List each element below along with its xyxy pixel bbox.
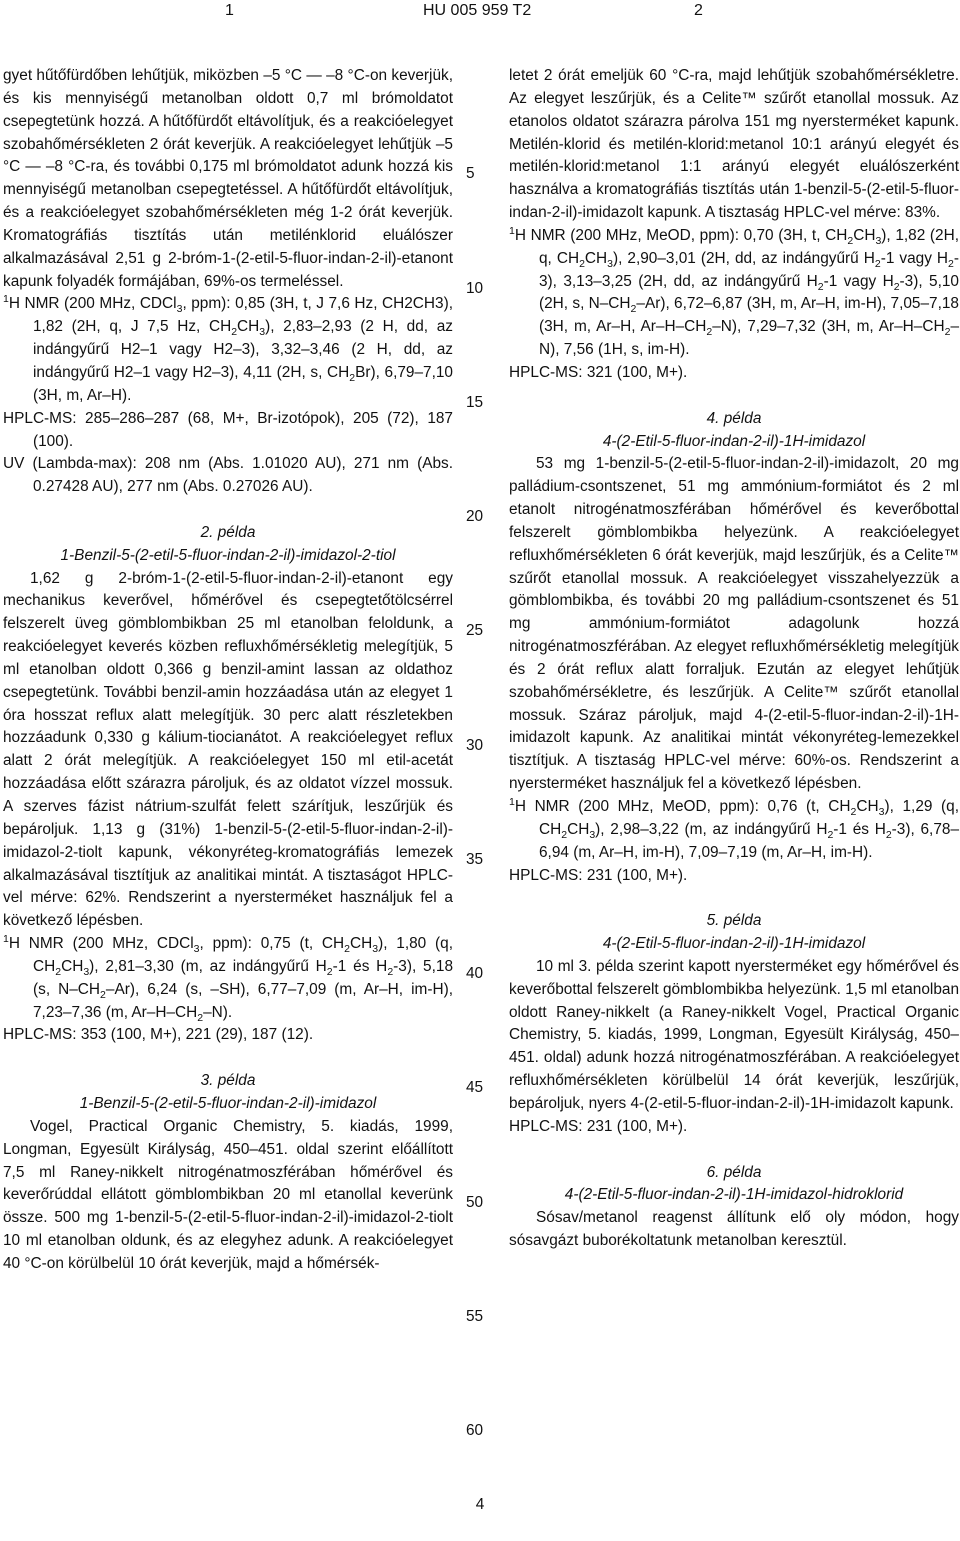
example-name: 4-(2-Etil-5-fluor-indan-2-il)-1H-imidazol-hidroklorid	[564, 1186, 904, 1204]
paragraph: 53 mg 1-benzil-5-(2-etil-5-fluor-indan-2-il)-imidazolt, 20 mg palládium-csontszenet, 51 mg ammónium-formiátot és 2 ml etanolt nitrogénatmoszférában hőmérővel és keverőbottal felszerelt gömblombikba helyezünk. A reakcióelegyet refluxhőmérsékleten 6 órát keverjük, majd leszűrjük, és a Celite™ szűrőt etanollal mossuk. A reakcióelegyet visszahelyezzük a gömblombikba, és további 20 mg palládium-csontszenet és 51 mg ammónium-formiátot adagolunk hozzá nitrogénatmoszférában. Az elegyet refluxhőmérsékletig melegítjük és 2 órát reflux alatt forraljuk. Ezután az elegyet lehűtjük szobahőmérsékletre, és leszűrjük. A Celite™ szűrőt etanollal mossuk. Száraz pároljuk, majd 4-(2-etil-5-fluor-indan-2-il)-1H-imidazolt kapunk. Az analitikai mintát vékonyréteg-lemezekkel tisztítjuk. A tisztaság HPLC-vel mérve: 60%-os. Rendszerint a nyersterméket használjuk fel a következő lépésben.	[509, 455, 959, 793]
example-title: 5. példa	[706, 912, 762, 930]
uv-data: UV (Lambda-max): 208 nm (Abs. 1.01020 AU), 271 nm (Abs. 0.27428 AU), 277 nm (Abs. 0.27026 AU).	[3, 455, 453, 496]
page-header	[0, 2, 960, 28]
line-number: 30	[466, 737, 484, 754]
example-title: 6. példa	[706, 1163, 762, 1181]
paragraph: gyet hűtőfürdőben lehűtjük, miközben –5 °C — –8 °C-on keverjük, és kis mennyiségű metanolban oldott 0,7 ml brómoldatot csepegtetünk hozzá. A hűtőfürdőt eltávolítjuk, és a reakcióelegyet szobahőmérsékleten 2 órát keverjük. A reakcióelegyet lehűtjük –5 °C — –8 °C-ra, és további 0,175 ml brómoldatot adunk hozzá kis mennyiségű metanolban csepegtetéssel. A hűtőfürdőt eltávolítjuk, és a reakcióelegyet szobahőmérsékleten még 1-2 órát keverjük. Kromatográfiás tisztítás után metilénklorid eluálószer alkalmazásával 2,51 g 2-bróm-1-(2-etil-5-fluor-indan-2-il)-etanont kapunk folyadék formájában, 69%-os termeléssel.	[3, 67, 453, 290]
line-number: 55	[466, 1308, 484, 1325]
line-number: 25	[466, 622, 484, 639]
nmr-data: $^1$H NMR (200 MHz, MeOD, ppm): 0,76 (t, $CH_2CH_3$), 1,29 (q, $CH_2CH_3$), 2,98–3,22 (m, az indángyűrű $H_2-1$ és $H_2-3$), 6,78–6,94 (m, Ar–H, im-H), 7,09–7,19 (m, Ar–H, im-H).	[509, 795, 960, 861]
nmr-data: $^1$H NMR (200 MHz, MeOD, ppm): 0,70 (3H, t, $CH_2CH_3$), 1,82 (2H, q, $CH_2CH_3$), 2,90–3,01 (2H, dd, az indángyűrű $H_2-1$ vagy $H_2-3$), 3,13–3,25 (2H, dd, az indángyűrű $H_2-1$ vagy $H_2-3$), 5,10 (2H, s, $N-CH_2-Ar$), 6,72–6,87 (3H, m, Ar–H, im-H), 7,05–7,18 (3H, m, Ar–H, $Ar-H-CH_2-N$), 7,29–7,32 (3H, m, $Ar-H-CH_2-N$), 7,56 (1H, s, im-H).	[509, 224, 959, 359]
example-title: 3. példa	[200, 1072, 256, 1090]
example-name: 4-(2-Etil-5-fluor-indan-2-il)-1H-imidazol	[602, 935, 866, 953]
line-number: 15	[466, 394, 484, 411]
page-number: 4	[475, 1496, 485, 1513]
nmr-data: $^1$H NMR (200 MHz, CDCl$_3$, ppm): 0,85 (3H, t, J 7,6 Hz, CH2CH3), 1,82 (2H, q, J 7,5 Hz, $CH_2CH_3$), 2,83–2,93 (2 H, dd, az indángyűrű H2–1 vagy H2–3), 3,32–3,46 (2 H, dd, az indángyűrű H2–1 vagy H2–3), 4,11 (2H, s, $CH_2Br$), 6,79–7,10 (3H, m, Ar–H).	[3, 293, 453, 404]
line-number: 50	[466, 1194, 484, 1211]
example-title: 4. példa	[706, 409, 762, 427]
paragraph: Sósav/metanol reagenst állítunk elő oly módon, hogy sósavgázt buborékoltatunk metanolban keresztül.	[509, 1209, 959, 1250]
hplc-data: HPLC-MS: 353 (100, M+), 221 (29), 187 (12).	[3, 1026, 314, 1044]
line-number: 5	[466, 165, 475, 182]
patent-number: HU 005 959 T2	[423, 2, 532, 19]
example-name: 1-Benzil-5-(2-etil-5-fluor-indan-2-il)-imidazol	[79, 1094, 377, 1112]
example-name: 1-Benzil-5-(2-etil-5-fluor-indan-2-il)-imidazol-2-tiol	[60, 546, 396, 564]
paragraph: Vogel, Practical Organic Chemistry, 5. kiadás, 1999, Longman, Egyesült Királyság, 450–451. oldal szerint előállított 7,5 ml Raney-nikkelt nitrogénatmoszférában hőmérővel és keverőrúddal ellátott gömblombikban 20 ml etanollal keverünk össze. 500 mg 1-benzil-5-(2-etil-5-fluor-indan-2-il)-imidazol-2-tiolt 10 ml etanolban oldunk, és az elegyhez adunk. A reakcióelegyet 40 °C-on körülbelül 10 órát keverjük, majd a hőmérsék-	[3, 1117, 453, 1272]
example-title: 2. példa	[200, 523, 256, 541]
paragraph: 1,62 g 2-bróm-1-(2-etil-5-fluor-indan-2-il)-etanont egy mechanikus keverővel, hőmérővel és csepegtetőtölcsérrel felszerelt üveg gömblombikban 25 ml etanolban feloldunk, a reakcióelegyet keverés közben refluxhőmérsékletig melegítjük, 5 ml etanolban oldott 0,366 g benzil-amint lassan az oldathoz csepegtetünk. További benzil-amin hozzáadása után az elegyet 1 óra hosszat reflux alatt melegítjük. 30 perc alatt részletekben hozzáadunk 0,330 g kálium-tiocianátot. A reakcióelegyet reflux alatt 2 órát melegítjük. A reakcióelegyet 150 ml etil-acetát hozzáadása előtt szárazra pároljuk, és az oldatot vízzel mossuk. A szerves fázist nátrium-szulfát felett szárítjuk, leszűrjük és bepároljuk. 1,13 g (31%) 1-benzil-5-(2-etil-5-fluor-indan-2-il)-imidazol-2-tiolt kapunk, vékonyréteg-kromatográfiás lemezek alkalmazásával tisztítjuk az analitikai mintát. A tisztaságot HPLC-vel mérve: 62%. Rendszerint a nyersterméket használjuk fel a következő lépésben.	[3, 569, 453, 930]
line-number: 60	[466, 1422, 484, 1439]
hplc-data: HPLC-MS: 285–286–287 (68, M+, Br-izotópok), 205 (72), 187 (100).	[3, 409, 453, 450]
paragraph: letet 2 órát emeljük 60 °C-ra, majd lehűtjük szobahőmérsékletre. Az elegyet leszűrjük, és a Celite™ szűrőt etanollal mossuk. Az etanolos oldatot szárazra párolva 151 mg nyersterméket kapunk. Metilén-klorid és metilén-klorid:metanol 10:1 arányú elegyét és metilén-klorid:metanol 1:1 arányú elegyét eluálószerként használva a kromatográfiás tisztítás után 1-benzil-5-(2-etil-5-fluor-indan-2-il)-imidazolt kapunk. A tisztaság HPLC-vel mérve: 83%.	[509, 67, 959, 222]
page-footer	[0, 1496, 960, 1514]
line-number: 20	[466, 508, 484, 525]
page-number-left: 1	[225, 2, 234, 19]
line-number: 10	[466, 280, 484, 297]
hplc-data: HPLC-MS: 231 (100, M+).	[509, 1117, 688, 1135]
line-number: 35	[466, 851, 484, 868]
line-number: 45	[466, 1079, 484, 1096]
hplc-data: HPLC-MS: 231 (100, M+).	[509, 866, 688, 884]
nmr-data: $^1$H NMR (200 MHz, CDCl$_3$, ppm): 0,75 (t, $CH_2CH_3$), 1,80 (q, $CH_2CH_3$), 2,81–3,30 (m, az indángyűrű $H_2-1$ és $H_2-3$), 5,18 (s, $N-CH_2-Ar$), 6,24 (s, –SH), 6,77–7,09 (m, Ar–H, im-H), 7,23–7,36 (m, $Ar-H-CH_2-N$).	[3, 932, 454, 1024]
left-column	[3, 65, 453, 1276]
right-column	[509, 65, 959, 1253]
page-number-right: 2	[694, 2, 703, 19]
hplc-data: HPLC-MS: 321 (100, M+).	[509, 363, 688, 381]
paragraph: 10 ml 3. példa szerint kapott nyersterméket egy hőmérővel és keverőbottal felszerelt gömblombikba helyezünk. 1,5 ml etanolban oldott Raney-nikkelt (a Raney-nikkelt Vogel, Practical Organic Chemistry, 5. kiadás, 1999, Longman, Egyesült Királyság, 450–451. oldal) adunk hozzá nitrogénatmoszférában. A reakcióelegyet refluxhőmérsékleten körülbelül 14 órát keverjük, leszűrjük, bepároljuk, nyers 4-(2-etil-5-fluor-indan-2-il)-1H-imidazolt kapunk.	[509, 957, 960, 1112]
line-number: 40	[466, 965, 484, 982]
example-name: 4-(2-Etil-5-fluor-indan-2-il)-1H-imidazol	[602, 432, 866, 450]
